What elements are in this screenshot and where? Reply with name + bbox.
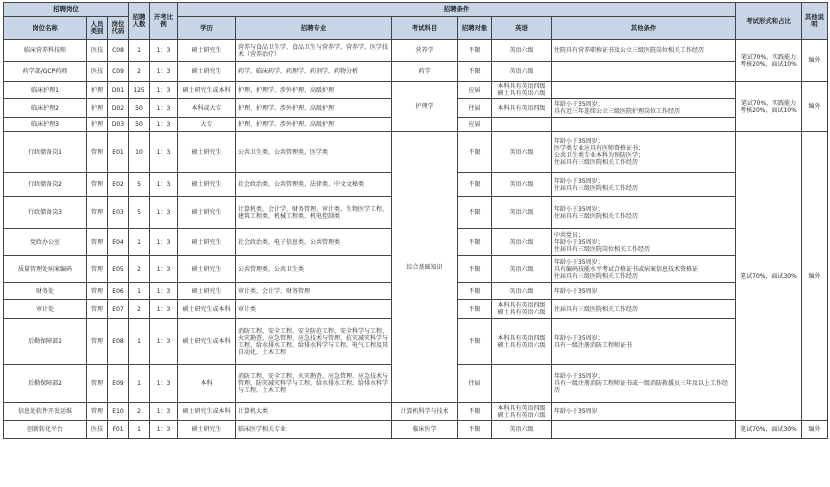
target-cell: 应届 — [458, 118, 492, 132]
staff-type-cell: 管理 — [87, 132, 108, 173]
position-code-cell: E03 — [108, 197, 129, 229]
recruitment-table — [3, 2, 828, 439]
other-conditions-cell: 年龄小于35周岁； 住届具有三级医院相关工作经历 — [552, 197, 736, 229]
header-recruit-count: 招聘人数 — [129, 3, 150, 40]
position-name-cell: 临床护理1 — [4, 82, 87, 99]
education-cell: 硕士研究生 — [178, 132, 236, 173]
english-cell: 本科具有英语四级 硕士具有英语六级 — [492, 319, 552, 365]
exam-form-cell: 笔试70%，实践能力考核20%，面试10% — [736, 82, 802, 132]
major-cell: 公共管理类、公共卫生类 — [236, 256, 392, 283]
english-cell: 本科具有英语四级 — [492, 99, 552, 118]
other-conditions-cell — [552, 62, 736, 82]
exam-subject-cell: 计算机科学与技术 — [392, 403, 458, 421]
target-cell: 不限 — [458, 256, 492, 283]
education-cell: 硕士研究生 — [178, 256, 236, 283]
major-cell: 护理、护理学、涉外护理、高级护理 — [236, 82, 392, 99]
exam-ratio-cell: 1：3 — [150, 173, 178, 197]
recruit-count-cell: 125 — [129, 82, 150, 99]
table-row — [4, 62, 828, 82]
other-conditions-cell: 年龄小于35周岁； 具有一级注册消防工程师证书或一级消防救援员三年及以上工作经历 — [552, 365, 736, 403]
staff-type-cell: 医技 — [87, 62, 108, 82]
target-cell: 不限 — [458, 403, 492, 421]
english-cell: 本科具有英语四级 硕士具有英语六级 — [492, 82, 552, 99]
target-cell: 不限 — [458, 300, 492, 319]
exam-ratio-cell: 1：3 — [150, 319, 178, 365]
staff-type-cell: 管理 — [87, 197, 108, 229]
target-cell: 不限 — [458, 197, 492, 229]
recruit-count-cell: 1 — [129, 421, 150, 439]
position-name-cell: 临床营养科技师 — [4, 40, 87, 62]
staff-type-cell: 护理 — [87, 82, 108, 99]
exam-subject-cell: 临床医学 — [392, 421, 458, 439]
table-body — [4, 40, 828, 439]
recruit-count-cell: 10 — [129, 132, 150, 173]
other-conditions-cell: 年龄小于35周岁； 具有编码技能水平考试合格证书或病案信息技术资格证 往届具有三级医院相关工作经历 — [552, 256, 736, 283]
major-cell: 消防工程、安全工程、火灾勘查、应急管理、应急技术与管理、防灾减灾科学与工程、给水排水工程、给排水科学与工程、土木工程 — [236, 365, 392, 403]
major-cell: 审计类 — [236, 300, 392, 319]
major-cell: 社会政治类、公共管理类、法律类、中文文秘类 — [236, 173, 392, 197]
target-cell: 不限 — [458, 319, 492, 365]
education-cell: 本科或大专 — [178, 99, 236, 118]
education-cell: 硕士研究生 — [178, 283, 236, 300]
english-cell: 英语六级 — [492, 197, 552, 229]
table-row — [4, 403, 828, 421]
recruitment-table-container — [3, 2, 827, 483]
staff-type-cell: 医技 — [87, 421, 108, 439]
other-conditions-cell — [552, 421, 736, 439]
staff-type-cell: 管理 — [87, 173, 108, 197]
recruit-count-cell: 1 — [129, 40, 150, 62]
exam-ratio-cell: 1：3 — [150, 99, 178, 118]
education-cell: 硕士研究生或本科 — [178, 403, 236, 421]
target-cell: 不限 — [458, 421, 492, 439]
major-cell: 审计类、会计学、财务管理 — [236, 283, 392, 300]
english-cell: 英语六级 — [492, 283, 552, 300]
recruit-count-cell: 1 — [129, 229, 150, 256]
position-code-cell: C09 — [108, 62, 129, 82]
major-cell: 公共卫生类、公共管理类、医学类 — [236, 132, 392, 173]
position-name-cell: 财务处 — [4, 283, 87, 300]
header-conditions-group: 招聘条件 — [178, 3, 736, 17]
exam-ratio-cell: 1：3 — [150, 256, 178, 283]
position-name-cell: 行政储备岗2 — [4, 173, 87, 197]
english-cell: 英语六级 — [492, 256, 552, 283]
exam-ratio-cell: 1：3 — [150, 365, 178, 403]
target-cell: 不限 — [458, 132, 492, 173]
header-exam-subject: 考试科目 — [392, 17, 458, 40]
target-cell: 往届 — [458, 99, 492, 118]
education-cell: 硕士研究生或本科 — [178, 82, 236, 99]
exam-subject-cell: 营养学 — [392, 40, 458, 62]
target-cell: 应届 — [458, 82, 492, 99]
other-notes-cell: 编外 — [802, 132, 828, 421]
position-name-cell: 药学部/GCP药师 — [4, 62, 87, 82]
header-other-conditions: 其他条件 — [552, 17, 736, 40]
education-cell: 硕士研究生 — [178, 40, 236, 62]
english-cell: 本科具有英语四级 硕士具有英语六级 — [492, 403, 552, 421]
exam-form-cell: 笔试70%，面试30% — [736, 421, 802, 439]
staff-type-cell: 管理 — [87, 319, 108, 365]
major-cell: 计算机类、会计学、财务管理、审计类、生物医学工程、建筑工程类、机械工程类、机电控制类 — [236, 197, 392, 229]
english-cell — [492, 365, 552, 403]
major-cell: 营养与食品卫生学、食品卫生与营养学、营养学、医学技术（营养治疗） — [236, 40, 392, 62]
exam-ratio-cell: 1：3 — [150, 421, 178, 439]
other-notes-cell: 编外 — [802, 82, 828, 132]
english-cell — [492, 118, 552, 132]
header-education: 学历 — [178, 17, 236, 40]
position-name-cell: 党政办公室 — [4, 229, 87, 256]
other-conditions-cell — [552, 118, 736, 132]
header-exam-ratio: 开考比例 — [150, 3, 178, 40]
position-code-cell: E01 — [108, 132, 129, 173]
recruit-count-cell: 5 — [129, 197, 150, 229]
exam-ratio-cell: 1：3 — [150, 283, 178, 300]
position-name-cell: 后勤保障部2 — [4, 365, 87, 403]
exam-ratio-cell: 1：3 — [150, 62, 178, 82]
position-name-cell: 后勤保障部1 — [4, 319, 87, 365]
education-cell: 硕士研究生 — [178, 421, 236, 439]
exam-ratio-cell: 1：3 — [150, 82, 178, 99]
other-conditions-cell: 中共党员； 年龄小于35周岁； 住届具有三级医院岗位相关工作经历 — [552, 229, 736, 256]
other-conditions-cell — [552, 82, 736, 99]
header-english: 英语 — [492, 17, 552, 40]
table-row — [4, 132, 828, 173]
position-name-cell: 审计处 — [4, 300, 87, 319]
position-name-cell: 临床护理2 — [4, 99, 87, 118]
education-cell: 硕士研究生 — [178, 173, 236, 197]
exam-ratio-cell: 1：3 — [150, 118, 178, 132]
header-major: 招聘专业 — [236, 17, 392, 40]
other-conditions-cell: 住院具有营养职称证书及公立三级医院岗位相关工作经历 — [552, 40, 736, 62]
major-cell: 护理、护理学、涉外护理、高级护理 — [236, 118, 392, 132]
position-name-cell: 行政储备岗3 — [4, 197, 87, 229]
english-cell: 英语六级 — [492, 132, 552, 173]
recruit-count-cell: 2 — [129, 62, 150, 82]
position-code-cell: C08 — [108, 40, 129, 62]
position-code-cell: D03 — [108, 118, 129, 132]
target-cell: 不限 — [458, 173, 492, 197]
staff-type-cell: 护理 — [87, 99, 108, 118]
other-notes-cell: 编外 — [802, 421, 828, 439]
position-code-cell: F01 — [108, 421, 129, 439]
header-position-group: 招聘岗位 — [4, 3, 129, 17]
position-name-cell: 创新转化平台 — [4, 421, 87, 439]
position-code-cell: E08 — [108, 319, 129, 365]
staff-type-cell: 管理 — [87, 229, 108, 256]
exam-form-cell: 笔试70%，面试30% — [736, 132, 802, 421]
recruit-count-cell: 1 — [129, 365, 150, 403]
header-target: 招聘对象 — [458, 17, 492, 40]
major-cell: 药学、临床药学、药理学、药剂学、药物分析 — [236, 62, 392, 82]
header-position-name: 岗位名称 — [4, 17, 87, 40]
position-code-cell: E02 — [108, 173, 129, 197]
other-conditions-cell: 年龄小于35周岁； 具有近三年连续公立三级医院护理岗位工作经历 — [552, 99, 736, 118]
other-conditions-cell: 年龄小于35周岁 — [552, 283, 736, 300]
recruit-count-cell: 50 — [129, 99, 150, 118]
position-code-cell: E07 — [108, 300, 129, 319]
major-cell: 临床医学相关专业 — [236, 421, 392, 439]
recruit-count-cell: 5 — [129, 173, 150, 197]
recruit-count-cell: 2 — [129, 403, 150, 421]
header-staff-type: 人员类别 — [87, 17, 108, 40]
major-cell: 护理、护理学、涉外护理、高级护理 — [236, 99, 392, 118]
exam-ratio-cell: 1：3 — [150, 40, 178, 62]
position-code-cell: D02 — [108, 99, 129, 118]
header-position-code: 岗位代码 — [108, 17, 129, 40]
target-cell: 不限 — [458, 62, 492, 82]
header-other-notes: 其他说明 — [802, 3, 828, 40]
target-cell: 往届 — [458, 365, 492, 403]
table-row — [4, 40, 828, 62]
other-conditions-cell: 住届具有三级医院相关工作经历 — [552, 300, 736, 319]
other-conditions-cell: 年龄小于35周岁； 住届具有三级医院相关工作经历 — [552, 173, 736, 197]
education-cell: 硕士研究生 — [178, 62, 236, 82]
major-cell: 计算机大类 — [236, 403, 392, 421]
english-cell: 本科具有英语四级 硕士具有英语六级 — [492, 300, 552, 319]
major-cell: 消防工程、安全工程、安全防范工程、安全科学与工程、火灾勘查、应急管理、应急技术与管理、抗灾减灾科学与工程、给水排水工程、给排水科学与工程、电气工程及其自动化、土木工程 — [236, 319, 392, 365]
position-code-cell: D01 — [108, 82, 129, 99]
exam-ratio-cell: 1：3 — [150, 197, 178, 229]
position-code-cell: E04 — [108, 229, 129, 256]
position-code-cell: E06 — [108, 283, 129, 300]
education-cell: 硕士研究生 — [178, 197, 236, 229]
other-conditions-cell: 年龄小于35周岁； 具有一级注册消防工程师证书 — [552, 319, 736, 365]
staff-type-cell: 管理 — [87, 365, 108, 403]
english-cell: 英语六级 — [492, 40, 552, 62]
education-cell: 硕士研究生或本科 — [178, 319, 236, 365]
exam-form-cell: 笔试70%，实践能力考核20%，面试10% — [736, 40, 802, 82]
position-name-cell: 信息处软件开发运维 — [4, 403, 87, 421]
exam-subject-cell: 护理学 — [392, 82, 458, 132]
target-cell: 不限 — [458, 229, 492, 256]
position-name-cell: 行政储备岗1 — [4, 132, 87, 173]
table-row — [4, 82, 828, 99]
staff-type-cell: 管理 — [87, 256, 108, 283]
exam-ratio-cell: 1：3 — [150, 132, 178, 173]
recruit-count-cell: 1 — [129, 283, 150, 300]
english-cell: 英语六级 — [492, 421, 552, 439]
position-name-cell: 质量管理处病案编码 — [4, 256, 87, 283]
header-exam-form: 考试形式和占比 — [736, 3, 802, 40]
staff-type-cell: 管理 — [87, 283, 108, 300]
other-conditions-cell: 年龄小于35周岁； 医学类专业应具有医师资格证书； 公共卫生类专业本科为预防医学； 住届具有三级医院相关工作经历 — [552, 132, 736, 173]
english-cell: 英语六级 — [492, 229, 552, 256]
education-cell: 硕士研究生或本科 — [178, 300, 236, 319]
position-code-cell: E05 — [108, 256, 129, 283]
staff-type-cell: 管理 — [87, 300, 108, 319]
education-cell: 本科 — [178, 365, 236, 403]
other-conditions-cell: 年龄小于35周岁 — [552, 403, 736, 421]
recruit-count-cell: 2 — [129, 256, 150, 283]
staff-type-cell: 医技 — [87, 40, 108, 62]
exam-subject-cell: 药学 — [392, 62, 458, 82]
english-cell: 英语六级 — [492, 173, 552, 197]
other-notes-cell: 编外 — [802, 40, 828, 82]
education-cell: 大专 — [178, 118, 236, 132]
target-cell: 不限 — [458, 283, 492, 300]
table-row — [4, 421, 828, 439]
recruit-count-cell: 2 — [129, 300, 150, 319]
recruit-count-cell: 50 — [129, 118, 150, 132]
exam-ratio-cell: 1：3 — [150, 300, 178, 319]
position-name-cell: 临床护理3 — [4, 118, 87, 132]
major-cell: 社会政治类、电子信息类、公共管理类 — [236, 229, 392, 256]
staff-type-cell: 管理 — [87, 403, 108, 421]
exam-subject-cell: 综合基础知识 — [392, 132, 458, 403]
education-cell: 硕士研究生 — [178, 229, 236, 256]
position-code-cell: E09 — [108, 365, 129, 403]
target-cell: 不限 — [458, 40, 492, 62]
staff-type-cell: 护理 — [87, 118, 108, 132]
position-code-cell: E10 — [108, 403, 129, 421]
recruit-count-cell: 1 — [129, 319, 150, 365]
exam-ratio-cell: 1：3 — [150, 403, 178, 421]
english-cell: 英语六级 — [492, 62, 552, 82]
exam-ratio-cell: 1：3 — [150, 229, 178, 256]
